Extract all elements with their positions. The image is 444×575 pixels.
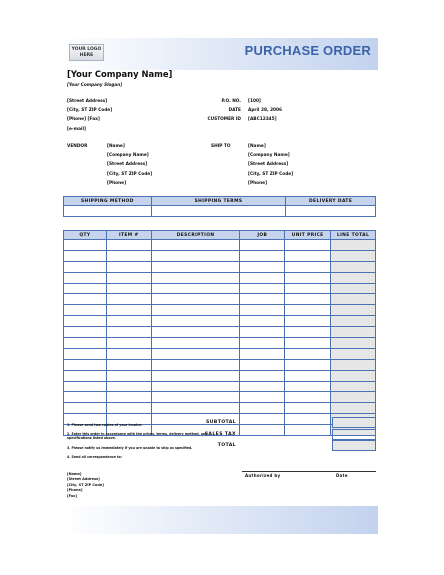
total-field[interactable] — [332, 440, 376, 451]
order-info-labels — [181, 97, 241, 125]
po-number-label: P.O. NO. — [221, 99, 241, 104]
item-cell[interactable] — [331, 338, 376, 349]
item-cell[interactable] — [64, 327, 107, 338]
item-cell[interactable] — [285, 381, 331, 392]
item-cell[interactable] — [64, 392, 107, 403]
order-notes — [67, 424, 217, 465]
po-number-value[interactable]: [100] — [248, 99, 261, 104]
ship-to-line[interactable]: [Name] — [248, 144, 266, 149]
item-cell[interactable] — [106, 294, 151, 305]
item-cell[interactable] — [106, 283, 151, 294]
item-cell[interactable] — [285, 338, 331, 349]
item-cell[interactable] — [240, 316, 285, 327]
note-item: 2. Enter this order in accordance with the prices, terms, delivery method, and specifications listed above. — [67, 432, 208, 441]
item-cell[interactable] — [285, 403, 331, 414]
item-cell[interactable] — [64, 305, 107, 316]
item-cell[interactable] — [64, 240, 107, 251]
ship-to-line[interactable]: [Phone] — [248, 180, 268, 186]
item-cell[interactable] — [285, 240, 331, 251]
item-cell[interactable] — [240, 272, 285, 283]
item-row — [64, 338, 376, 349]
item-row — [64, 403, 376, 414]
item-cell[interactable] — [331, 370, 376, 381]
item-cell[interactable] — [331, 272, 376, 283]
note-item: 4. Send all correspondence to: — [67, 454, 122, 459]
item-cell[interactable] — [64, 381, 107, 392]
item-cell[interactable] — [285, 370, 331, 381]
ship-to-line[interactable]: [City, ST ZIP Code] — [248, 171, 294, 177]
vendor-label: VENDOR — [67, 144, 88, 149]
signature-date-label: Date — [336, 473, 348, 478]
item-cell[interactable] — [64, 261, 107, 272]
item-cell[interactable] — [151, 305, 240, 316]
sales-tax-label: SALES TAX — [204, 431, 236, 437]
date-value[interactable]: April 28, 2006 — [248, 108, 283, 114]
item-cell[interactable] — [285, 294, 331, 305]
item-cell[interactable] — [240, 283, 285, 294]
sales-tax-field[interactable] — [332, 429, 376, 440]
item-cell[interactable] — [151, 316, 240, 327]
ship-to-label: SHIP TO — [211, 144, 231, 149]
item-cell[interactable] — [151, 250, 240, 261]
item-cell[interactable] — [64, 403, 107, 414]
shipping-method-cell[interactable] — [64, 206, 152, 217]
item-cell[interactable] — [240, 403, 285, 414]
date-label: DATE — [228, 108, 241, 114]
subtotal-field[interactable] — [332, 417, 376, 428]
address-line: [e-mail] — [67, 126, 86, 132]
item-cell[interactable] — [285, 392, 331, 403]
item-cell[interactable] — [285, 261, 331, 272]
item-cell[interactable] — [106, 338, 151, 349]
customer-id-label: CUSTOMER ID — [207, 117, 241, 123]
document-title: PURCHASE ORDER — [244, 43, 371, 58]
logo-placeholder: YOUR LOGO HERE — [69, 44, 104, 61]
subtotal-label: SUBTOTAL — [205, 420, 236, 425]
item-row — [64, 240, 376, 251]
contact-line: [Fax] — [67, 493, 78, 498]
item-cell[interactable] — [106, 316, 151, 327]
contact-line: [Street Address] — [67, 477, 100, 482]
address-line: [City, ST ZIP Code] — [67, 108, 113, 114]
item-cell[interactable] — [106, 261, 151, 272]
item-cell[interactable] — [331, 305, 376, 316]
item-row — [64, 392, 376, 403]
item-cell[interactable] — [240, 370, 285, 381]
item-cell[interactable] — [285, 283, 331, 294]
address-line: [Street Address] — [67, 99, 108, 104]
item-row — [64, 272, 376, 283]
item-cell[interactable] — [240, 294, 285, 305]
item-cell[interactable] — [151, 381, 240, 392]
item-cell[interactable] — [331, 403, 376, 414]
item-cell[interactable] — [106, 272, 151, 283]
line-total-header: LINE TOTAL — [331, 231, 376, 240]
unit-price-header: UNIT PRICE — [285, 231, 331, 240]
item-row — [64, 381, 376, 392]
item-cell[interactable] — [64, 359, 107, 370]
item-cell[interactable] — [151, 392, 240, 403]
item-cell[interactable] — [285, 425, 331, 436]
item-cell[interactable] — [240, 414, 285, 425]
item-cell[interactable] — [64, 348, 107, 359]
contact-line: [Name] — [67, 472, 82, 476]
ship-to-line[interactable]: [Street Address] — [248, 162, 289, 168]
item-cell[interactable] — [331, 381, 376, 392]
item-cell[interactable] — [151, 283, 240, 294]
vendor-line[interactable]: [Phone] — [107, 180, 127, 186]
total-label: TOTAL — [217, 443, 236, 448]
item-cell[interactable] — [331, 359, 376, 370]
item-cell[interactable] — [285, 359, 331, 370]
ship-to-address — [248, 142, 293, 188]
delivery-date-cell[interactable] — [286, 206, 376, 217]
item-cell[interactable] — [285, 327, 331, 338]
item-cell[interactable] — [331, 240, 376, 251]
shipping-terms-header: SHIPPING TERMS — [151, 197, 286, 206]
description-header: DESCRIPTION — [151, 231, 240, 240]
item-cell[interactable] — [151, 338, 240, 349]
item-cell[interactable] — [106, 250, 151, 261]
item-row — [64, 316, 376, 327]
item-cell[interactable] — [240, 261, 285, 272]
authorized-by-label: Authorized by — [245, 473, 281, 478]
item-cell[interactable] — [106, 381, 151, 392]
item-cell[interactable] — [285, 272, 331, 283]
item-cell[interactable] — [64, 338, 107, 349]
item-cell[interactable] — [151, 359, 240, 370]
item-row — [64, 283, 376, 294]
item-cell[interactable] — [240, 425, 285, 436]
vendor-line[interactable]: [Street Address] — [107, 162, 148, 168]
customer-id-value[interactable]: [ABC12345] — [248, 117, 277, 123]
item-cell[interactable] — [285, 250, 331, 261]
item-cell[interactable] — [106, 327, 151, 338]
item-cell[interactable] — [331, 316, 376, 327]
item-row — [64, 250, 376, 261]
item-cell[interactable] — [285, 305, 331, 316]
address-line: [Phone] [Fax] — [67, 117, 100, 123]
item-cell[interactable] — [285, 348, 331, 359]
contact-line: [Phone] — [67, 488, 83, 493]
item-cell[interactable] — [285, 414, 331, 425]
vendor-line[interactable]: [Company Name] — [107, 153, 149, 159]
item-cell[interactable] — [331, 327, 376, 338]
items-body — [64, 240, 376, 436]
item-cell[interactable] — [240, 240, 285, 251]
note-item: 3. Please notify us immediately if you are unable to ship as specified. — [67, 445, 193, 450]
footer-band — [61, 506, 378, 534]
item-cell[interactable] — [151, 240, 240, 251]
shipping-table — [63, 196, 376, 217]
item-row — [64, 305, 376, 316]
item-cell[interactable] — [240, 381, 285, 392]
item-cell[interactable] — [106, 403, 151, 414]
items-table — [63, 230, 376, 436]
item-cell[interactable] — [151, 327, 240, 338]
item-cell[interactable] — [151, 272, 240, 283]
item-cell[interactable] — [240, 392, 285, 403]
delivery-date-header: DELIVERY DATE — [286, 197, 376, 206]
item-cell[interactable] — [240, 338, 285, 349]
item-cell[interactable] — [240, 348, 285, 359]
item-cell[interactable] — [331, 250, 376, 261]
item-cell[interactable] — [64, 283, 107, 294]
item-row — [64, 370, 376, 381]
correspondence-contact — [67, 472, 104, 499]
company-name: [Your Company Name] — [67, 69, 173, 79]
company-address — [67, 97, 112, 134]
contact-line: [City, ST ZIP Code] — [67, 482, 104, 487]
item-cell[interactable] — [331, 261, 376, 272]
item-cell[interactable] — [106, 240, 151, 251]
item-cell[interactable] — [106, 348, 151, 359]
ship-to-line[interactable]: [Company Name] — [248, 153, 290, 159]
item-cell[interactable] — [106, 370, 151, 381]
item-cell[interactable] — [331, 392, 376, 403]
item-cell[interactable] — [285, 316, 331, 327]
item-cell[interactable] — [151, 294, 240, 305]
item-cell[interactable] — [240, 250, 285, 261]
item-row — [64, 327, 376, 338]
item-row — [64, 294, 376, 305]
vendor-address — [107, 142, 152, 188]
item-cell[interactable] — [240, 327, 285, 338]
note-item: 1. Please send two copies of your invoice. — [67, 423, 143, 427]
item-cell[interactable] — [64, 316, 107, 327]
shipping-terms-cell[interactable] — [151, 206, 286, 217]
item-cell[interactable] — [64, 272, 107, 283]
item-row — [64, 261, 376, 272]
item-row — [64, 359, 376, 370]
item-cell[interactable] — [151, 403, 240, 414]
vendor-line[interactable]: [Name] — [107, 144, 125, 149]
item-cell[interactable] — [331, 294, 376, 305]
item-cell[interactable] — [64, 294, 107, 305]
item-cell[interactable] — [151, 348, 240, 359]
order-info-values — [248, 97, 282, 125]
job-header: JOB — [240, 231, 285, 240]
item-cell[interactable] — [151, 370, 240, 381]
item-cell[interactable] — [240, 359, 285, 370]
item-cell[interactable] — [331, 283, 376, 294]
qty-header: QTY — [64, 231, 107, 240]
item-cell[interactable] — [106, 305, 151, 316]
item-cell[interactable] — [106, 359, 151, 370]
company-slogan: [Your Company Slogan] — [67, 82, 123, 87]
item-cell[interactable] — [106, 392, 151, 403]
item-cell[interactable] — [240, 305, 285, 316]
signature-line[interactable] — [242, 471, 376, 472]
vendor-line[interactable]: [City, ST ZIP Code] — [107, 171, 153, 177]
item-cell[interactable] — [64, 370, 107, 381]
item-cell[interactable] — [151, 261, 240, 272]
purchase-order-page — [61, 38, 378, 534]
item-cell[interactable] — [64, 250, 107, 261]
shipping-method-header: SHIPPING METHOD — [64, 197, 152, 206]
item-number-header: ITEM # — [106, 231, 151, 240]
item-row — [64, 348, 376, 359]
item-cell[interactable] — [331, 348, 376, 359]
